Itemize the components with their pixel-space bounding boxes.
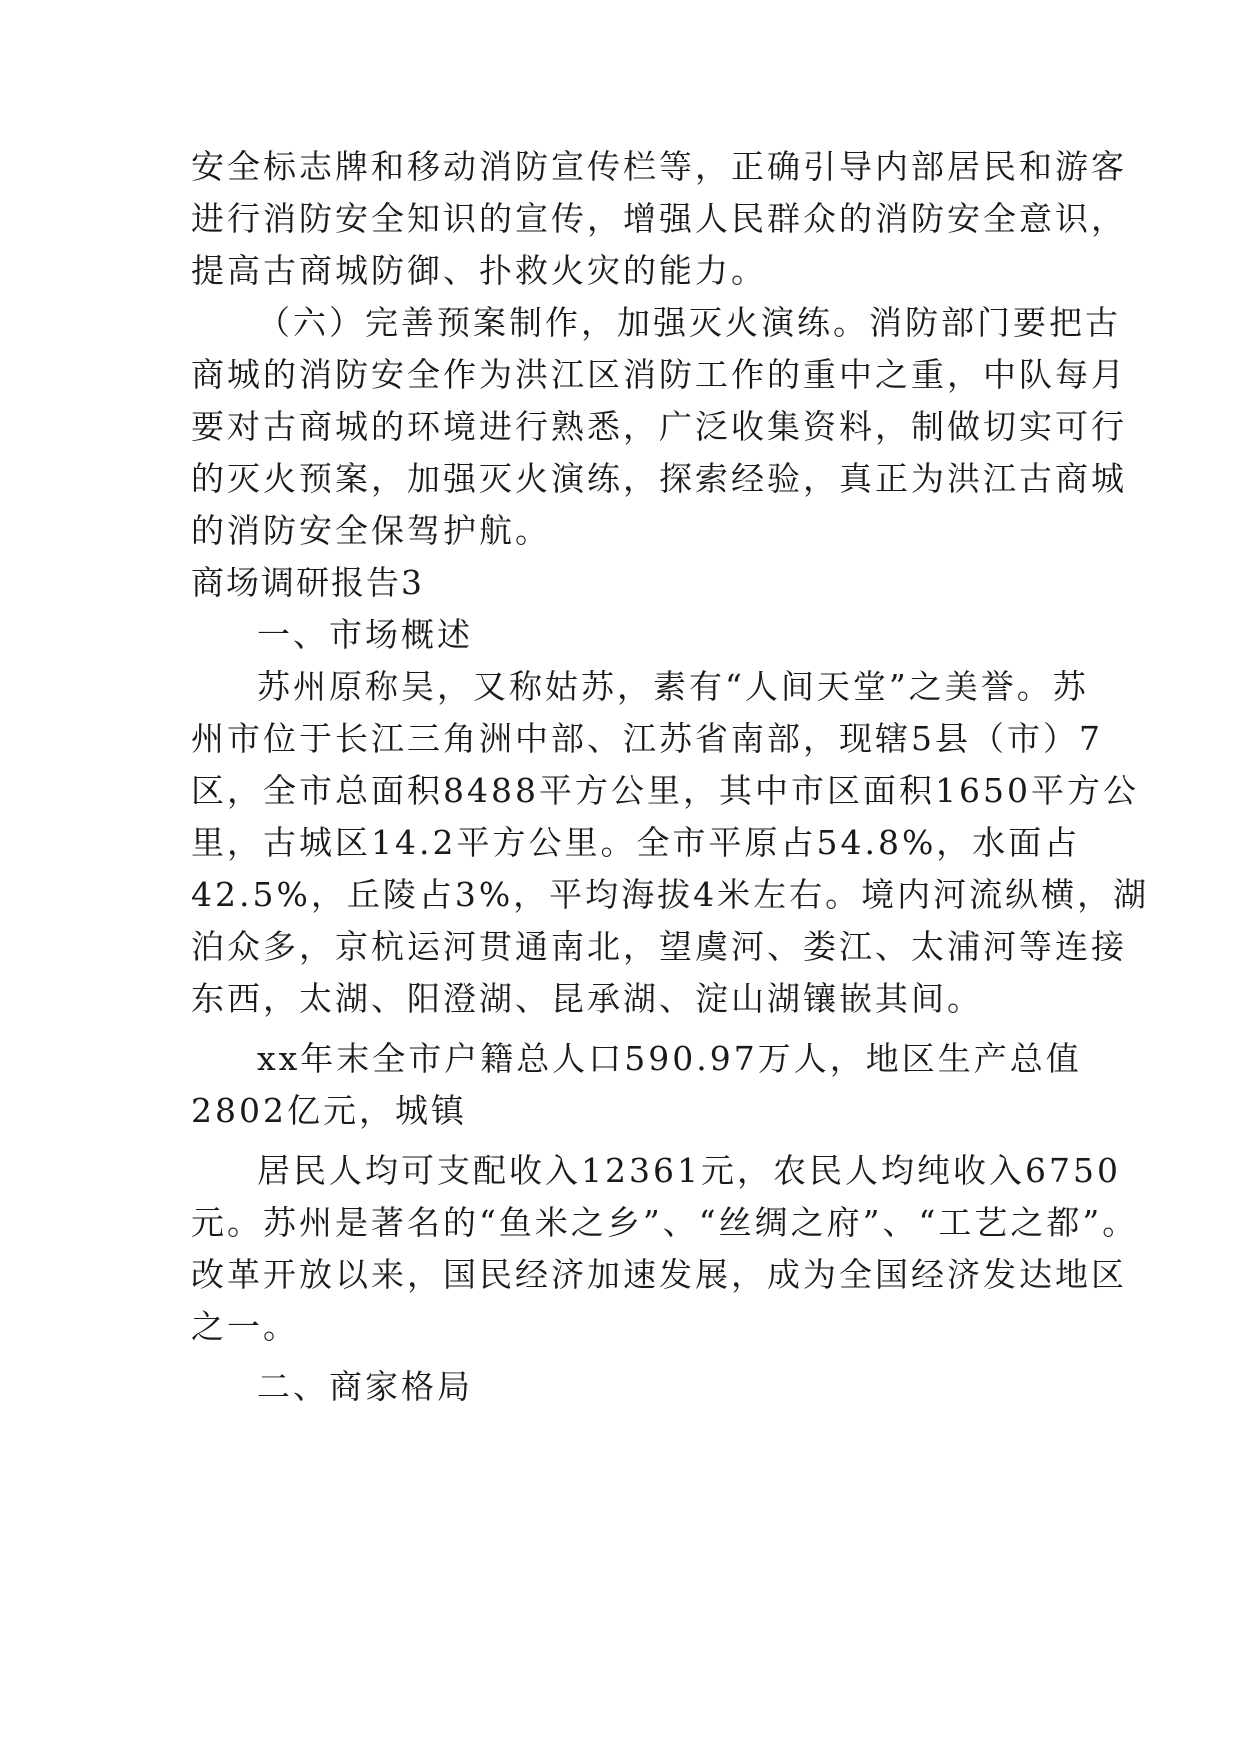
section-heading: 二、商家格局 bbox=[257, 1367, 473, 1406]
paragraph-line: 的消防安全保驾护航。 bbox=[191, 511, 551, 550]
paragraph-line: 苏州原称吴，又称姑苏，素有“人间天堂”之美誉。苏 bbox=[257, 667, 1089, 706]
paragraph-line: 元。苏州是著名的“鱼米之乡”、“丝绸之府”、“工艺之都”。 bbox=[191, 1203, 1139, 1242]
paragraph-line: 42.5%，丘陵占3%，平均海拔4米左右。境内河流纵横，湖 bbox=[191, 875, 1150, 914]
paragraph-line: 要对古商城的环境进行熟悉，广泛收集资料，制做切实可行 bbox=[191, 407, 1127, 446]
paragraph-line: 进行消防安全知识的宣传，增强人民群众的消防安全意识， bbox=[191, 199, 1127, 238]
paragraph-line: 改革开放以来，国民经济加速发展，成为全国经济发达地区 bbox=[191, 1255, 1127, 1294]
paragraph-line: （六）完善预案制作，加强灭火演练。消防部门要把古 bbox=[257, 303, 1121, 342]
section-heading: 一、市场概述 bbox=[257, 615, 473, 654]
paragraph-line: xx年末全市户籍总人口590.97万人，地区生产总值 bbox=[257, 1039, 1082, 1078]
paragraph-line: 2802亿元，城镇 bbox=[191, 1091, 467, 1130]
paragraph-line: 之一。 bbox=[191, 1307, 299, 1346]
paragraph-line: 州市位于长江三角洲中部、江苏省南部，现辖5县（市）7 bbox=[191, 719, 1103, 758]
paragraph-line: 安全标志牌和移动消防宣传栏等，正确引导内部居民和游客 bbox=[191, 147, 1127, 186]
paragraph-line: 提高古商城防御、扑救火灾的能力。 bbox=[191, 251, 767, 290]
section-title: 商场调研报告3 bbox=[191, 563, 424, 602]
paragraph-line: 里，古城区14.2平方公里。全市平原占54.8%，水面占 bbox=[191, 823, 1081, 862]
paragraph-line: 区，全市总面积8488平方公里，其中市区面积1650平方公 bbox=[191, 771, 1139, 810]
paragraph-line: 商城的消防安全作为洪江区消防工作的重中之重，中队每月 bbox=[191, 355, 1127, 394]
paragraph-line: 东西，太湖、阳澄湖、昆承湖、淀山湖镶嵌其间。 bbox=[191, 979, 983, 1018]
paragraph-line: 居民人均可支配收入12361元，农民人均纯收入6750 bbox=[257, 1151, 1121, 1190]
paragraph-line: 的灭火预案，加强灭火演练，探索经验，真正为洪江古商城 bbox=[191, 459, 1127, 498]
paragraph-line: 泊众多，京杭运河贯通南北，望虞河、娄江、太浦河等连接 bbox=[191, 927, 1127, 966]
